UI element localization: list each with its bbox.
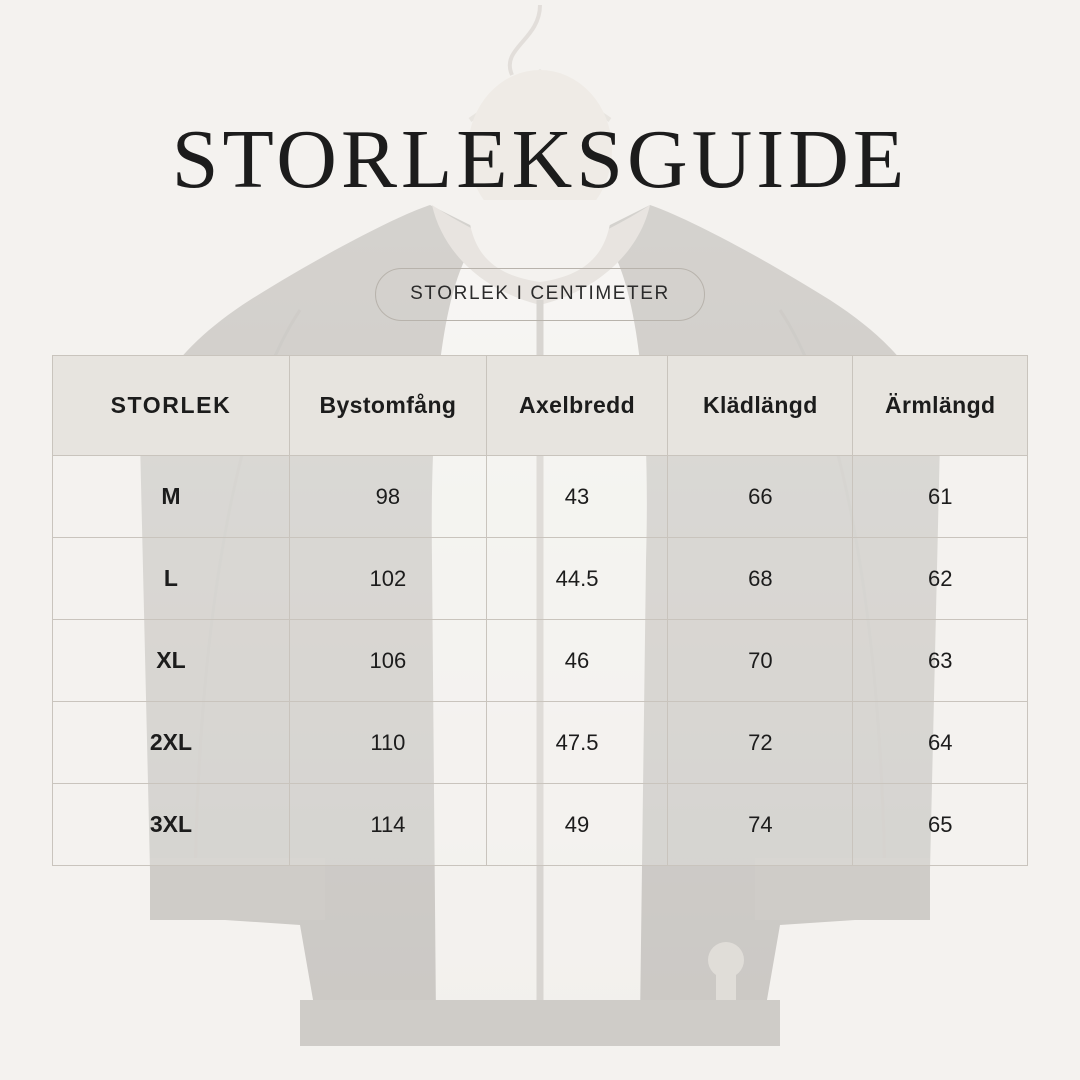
cell-sleeve: 63 — [853, 620, 1028, 702]
cell-length: 72 — [668, 702, 853, 784]
cell-bust: 98 — [289, 456, 486, 538]
cell-length: 66 — [668, 456, 853, 538]
cell-shoulder: 43 — [486, 456, 667, 538]
table-row — [53, 456, 1028, 538]
size-table-container — [52, 355, 1028, 866]
table-row — [53, 784, 1028, 866]
cell-sleeve: 65 — [853, 784, 1028, 866]
subtitle-container — [0, 268, 1080, 321]
cell-shoulder: 46 — [486, 620, 667, 702]
cell-bust: 102 — [289, 538, 486, 620]
unit-badge: STORLEK I CENTIMETER — [375, 268, 705, 321]
table-body — [53, 456, 1028, 866]
cell-bust: 114 — [289, 784, 486, 866]
column-header-axelbredd: Axelbredd — [486, 356, 667, 456]
cell-sleeve: 61 — [853, 456, 1028, 538]
column-header-kladlangd: Klädlängd — [668, 356, 853, 456]
cell-size: 2XL — [53, 702, 290, 784]
cell-size: L — [53, 538, 290, 620]
cell-shoulder: 44.5 — [486, 538, 667, 620]
column-header-bystomfang: Bystomfång — [289, 356, 486, 456]
cell-length: 70 — [668, 620, 853, 702]
cell-bust: 106 — [289, 620, 486, 702]
table-row — [53, 702, 1028, 784]
table-header-row — [53, 356, 1028, 456]
column-header-armlangd: Ärmlängd — [853, 356, 1028, 456]
cell-shoulder: 49 — [486, 784, 667, 866]
cell-length: 74 — [668, 784, 853, 866]
table-row — [53, 538, 1028, 620]
size-table — [52, 355, 1028, 866]
table-header — [53, 356, 1028, 456]
cell-sleeve: 62 — [853, 538, 1028, 620]
cell-shoulder: 47.5 — [486, 702, 667, 784]
cell-size: M — [53, 456, 290, 538]
cell-bust: 110 — [289, 702, 486, 784]
page-title: STORLEKSGUIDE — [171, 113, 909, 206]
cell-size: XL — [53, 620, 290, 702]
column-header-storlek: STORLEK — [53, 356, 290, 456]
cell-size: 3XL — [53, 784, 290, 866]
cell-sleeve: 64 — [853, 702, 1028, 784]
table-row — [53, 620, 1028, 702]
cell-length: 68 — [668, 538, 853, 620]
